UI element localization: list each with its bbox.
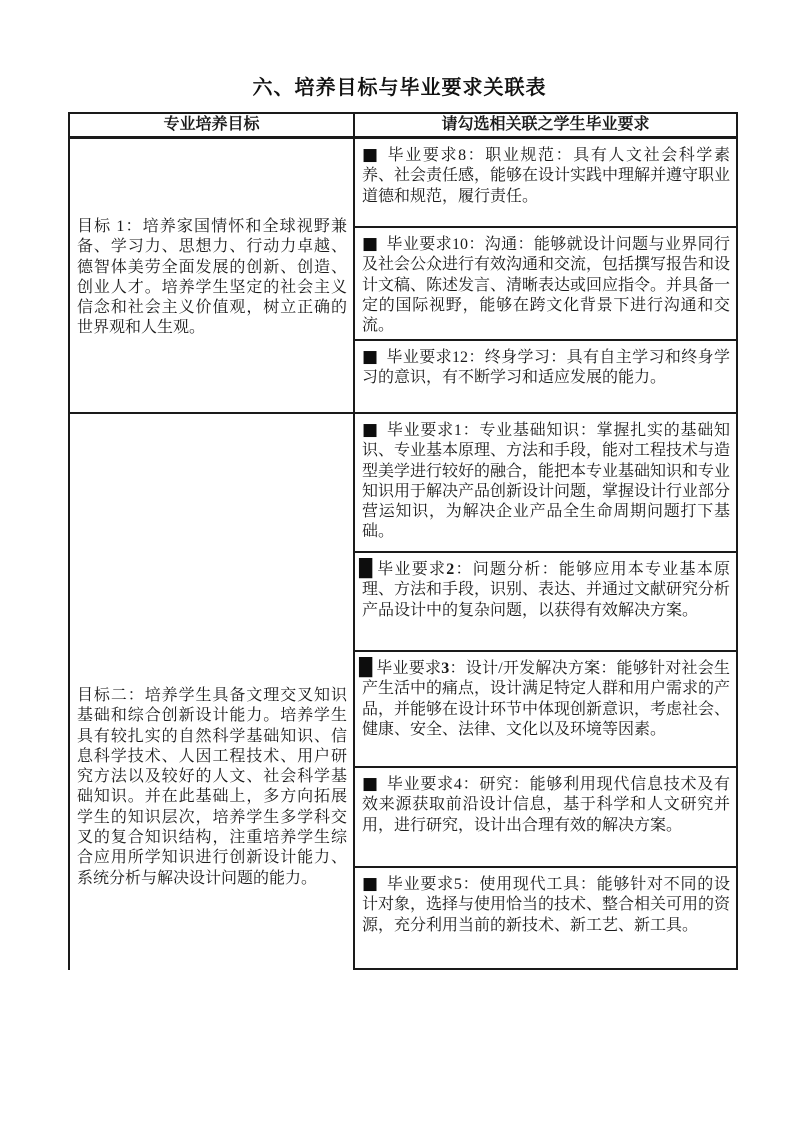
column-header-requirements: 请勾选相关联之学生毕业要求 (441, 115, 650, 133)
requirement-label: 毕业要求 (386, 349, 452, 366)
requirement-2-cell (355, 553, 736, 652)
checkbox-checked-icon[interactable]: ■ (362, 234, 379, 254)
requirement-3-cell (355, 652, 736, 768)
requirement-number: 1 (453, 422, 462, 439)
requirement-text: ：职业规范：具有人文社会科学素养、社会责任感，能够在设计实践中理解并遵守职业道德和规范，履行责任。 (362, 147, 731, 205)
checkbox-checked-icon[interactable]: ■ (362, 774, 379, 794)
requirement-number: 12 (451, 349, 468, 366)
objective-1-text: 目标 1：培养家国情怀和全球视野兼备、学习力、思想力、行动力卓越、德智体美劳全面发展的创新、创造、创业人才。培养学生坚定的社会主义信念和社会主义价值观，树立正确的世界观和人生观。 (77, 218, 347, 337)
requirement-label: 毕业要求 (386, 236, 452, 253)
requirement-8-cell (355, 139, 736, 228)
checkbox-checked-icon[interactable]: █ (359, 559, 373, 579)
table-row-objective-1 (70, 139, 736, 412)
requirement-10-cell (355, 228, 736, 341)
requirement-1-cell (355, 414, 736, 553)
requirement-label: 毕业要求 (376, 660, 442, 677)
requirements-stack-1 (355, 139, 736, 412)
requirement-label: 毕业要求 (387, 147, 459, 164)
requirement-number: 8 (458, 147, 467, 164)
requirement-label: 毕业要求 (386, 876, 454, 893)
requirement-text: ：沟通：能够就设计问题与业界同行及社会公众进行有效沟通和交流，包括撰写报告和设计文稿、陈述发言、清晰表达或回应指令。并具备一定的国际视野，能够在跨文化背景下进行沟通和交流。 (362, 236, 731, 335)
checkbox-checked-icon[interactable]: ■ (362, 347, 379, 367)
objective-1-cell (70, 139, 355, 412)
requirement-12-cell (355, 341, 736, 412)
column-header-objectives: 专业培养目标 (70, 114, 355, 136)
requirement-text: ：使用现代工具：能够针对不同的设计对象，选择与使用恰当的技术、整合相关可用的资源，充分利用当前的新技术、新工艺、新工具。 (362, 876, 731, 934)
requirement-label: 毕业要求 (376, 561, 447, 578)
requirement-text: ：研究：能够利用现代信息技术及有效来源获取前沿设计信息，基于科学和人文研究并用，进行研究，设计出合理有效的解决方案。 (362, 776, 730, 834)
requirement-number: 3 (441, 660, 450, 677)
requirements-stack-2 (355, 414, 736, 970)
requirement-number: 2 (446, 561, 455, 578)
requirement-number: 10 (451, 236, 468, 253)
checkbox-checked-icon[interactable]: ■ (362, 874, 379, 894)
requirement-text: ：问题分析：能够应用本专业基本原理、方法和手段，识别、表达、并通过文献研究分析产品设计中的复杂问题，以获得有效解决方案。 (362, 561, 731, 619)
requirement-number: 5 (453, 876, 462, 893)
checkbox-checked-icon[interactable]: █ (359, 658, 373, 678)
requirement-5-cell (355, 868, 736, 970)
requirement-text: ：专业基础知识：掌握扎实的基础知识、专业基本原理、方法和手段，能对工程技术与造型美学进行较好的融合，能把本专业基础知识和专业知识用于解决产品创新设计问题，掌握设计行业部分营运知识，为解决企业产品全生命周期问题打下基础。 (362, 422, 731, 541)
requirement-number: 4 (453, 776, 462, 793)
table-header-row (70, 114, 736, 139)
objective-2-cell (70, 414, 355, 970)
requirement-label: 毕业要求 (386, 422, 454, 439)
table-row-objective-2 (70, 412, 736, 970)
requirement-text: ：设计/开发解决方案：能够针对社会生产生活中的痛点，设计满足特定人群和用户需求的产品，并能够在设计环节中体现创新意识，考虑社会、健康、安全、法律、文化以及环境等因素。 (362, 660, 731, 738)
objective-2-text: 目标二：培养学生具备文理交叉知识基础和综合创新设计能力。培养学生具有较扎实的自然科学基础知识、信息科学技术、人因工程技术、用户研究方法以及较好的人文、社会科学基础知识。并在此基础上，多方向拓展学生的知识层次，培养学生多学科交叉的复合知识结构，注重培养学生综合应用所学知识进行创新设计能力、系统分析与解决设计问题的能力。 (77, 687, 347, 887)
requirement-text: ：终身学习：具有自主学习和终身学习的意识，有不断学习和适应发展的能力。 (362, 349, 730, 387)
requirement-4-cell (355, 768, 736, 868)
requirement-label: 毕业要求 (386, 776, 454, 793)
objectives-requirements-table (68, 112, 738, 970)
checkbox-checked-icon[interactable]: ■ (362, 145, 380, 165)
page-title: 六、培养目标与毕业要求关联表 (252, 77, 547, 99)
checkbox-checked-icon[interactable]: ■ (362, 420, 379, 440)
